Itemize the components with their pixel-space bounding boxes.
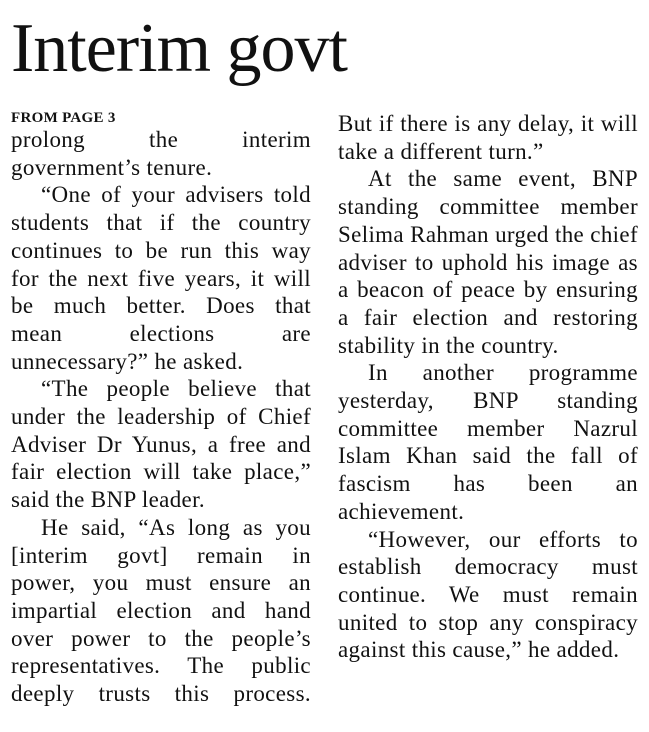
- paragraph: “One of your advisers told students that if the country continues to be run this way for the next five years, it will be much better. Does that mean elections are unnecessary?” he asked.: [11, 182, 311, 374]
- paragraph: “The people believe that under the leadership of Chief Adviser Dr Yunus, a free and fair election will take place,” said the BNP leader.: [11, 376, 311, 513]
- paragraph: He said, “As long as you [interim govt] remain in power, you must ensure an impartial election and hand over power to the people’s representatives. The public deeply trusts this process.: [11, 514, 311, 707]
- article-column-right: [338, 110, 638, 664]
- continued-from-label: FROM PAGE 3: [11, 110, 116, 126]
- article-column-left: [11, 110, 311, 708]
- paragraph: At the same event, BNP standing committee member Selima Rahman urged the chief adviser to uphold his image as a beacon of peace by ensuring a fair election and restoring stability in the country.: [338, 166, 638, 358]
- paragraph: In another programme yesterday, BNP standing committee member Nazrul Islam Khan said the fall of fascism has been an achievement.: [338, 360, 638, 524]
- paragraph: “However, our efforts to establish democracy must continue. We must remain united to stop any conspiracy against this cause,” he added.: [338, 526, 638, 663]
- paragraph-continued: prolong the interim government’s tenure.: [11, 127, 311, 180]
- paragraph-continued: But if there is any delay, it will take a different turn.”: [338, 111, 638, 164]
- headline: Interim govt: [11, 10, 347, 87]
